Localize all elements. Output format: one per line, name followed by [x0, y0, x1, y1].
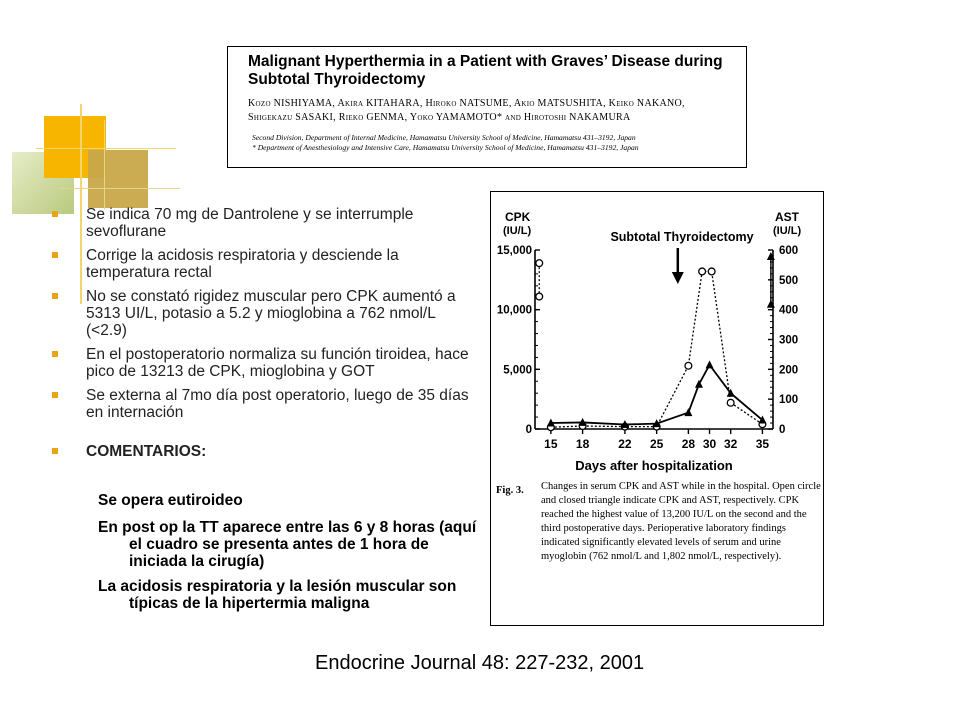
- annotation-arrow-head: [672, 272, 684, 284]
- comment-item: En post op la TT aparece entre las 6 y 8 horas (aquí el cuadro se presenta antes de 1 hora de iniciada la cirugía): [98, 519, 477, 570]
- y-right-tick-label: 200: [779, 364, 799, 377]
- y-axis-right-title: AST: [775, 210, 799, 224]
- bullet-text: En el postoperatorio normaliza su función tiroidea, hace pico de 13213 de CPK, mioglobina y GOT: [86, 346, 469, 380]
- article-affiliation: * Department of Anesthesiology and Intensive Care, Hamamatsu University School of Medicine, Hamamatsu 431–3192, Japan: [252, 143, 639, 152]
- y-left-tick-label: 10,000: [496, 304, 532, 317]
- cpk-ast-chart: [491, 192, 823, 477]
- y-left-tick-label: 15,000: [496, 245, 532, 257]
- bullet-marker: [52, 293, 58, 299]
- x-tick-label: 30: [702, 437, 717, 451]
- y-right-tick-label: 500: [779, 274, 799, 287]
- figure-caption-text: Changes in serum CPK and AST while in the hospital. Open circle and closed triangle indicate CPK and AST, respectively. CPK reached the highest value of 13,200 IU/L on the second and the third postoperative days. Perioperative laboratory findings indicated significantly elevated levels of serum and urine myoglobin (762 nmol/L and 1,802 nmol/L, respectively).: [541, 481, 821, 562]
- y-right-tick-label: 100: [779, 394, 799, 407]
- list-item: [48, 247, 480, 281]
- x-tick-label: 28: [681, 437, 696, 451]
- cpk-pre-point: [536, 293, 543, 300]
- citation-footer: Endocrine Journal 48: 227-232, 2001: [315, 652, 645, 674]
- y-left-tick-label: 5,000: [503, 364, 532, 377]
- decorative-line: [36, 148, 176, 149]
- bullet-marker: [52, 392, 58, 398]
- x-tick-label: 22: [618, 437, 632, 451]
- comment-item: Se opera eutiroideo: [98, 492, 243, 509]
- article-title: Malignant Hyperthermia in a Patient with Graves’ Disease during Subtotal Thyroidectomy: [248, 53, 723, 88]
- y-right-tick-label: 0: [779, 424, 786, 436]
- comment-item: La acidosis respiratoria y la lesión muscular son típicas de la hipertermia maligna: [98, 578, 457, 612]
- decorative-line: [60, 188, 180, 189]
- bullet-text: Se externa al 7mo día post operatorio, luego de 35 días en internación: [86, 387, 469, 421]
- y-left-tick-label: 0: [525, 424, 532, 436]
- decorative-line: [104, 120, 105, 210]
- comments-list: [98, 492, 488, 612]
- x-tick-label: 25: [649, 437, 664, 451]
- cpk-point: [699, 268, 706, 275]
- ast-point: [706, 360, 714, 368]
- x-tick-label: 18: [575, 437, 590, 451]
- cpk-point: [727, 399, 734, 406]
- figure-caption: [496, 477, 822, 564]
- figure-label: Fig. 3.: [496, 485, 524, 496]
- y-axis-left-title: CPK: [505, 210, 531, 224]
- article-header-box: [227, 46, 747, 168]
- bullet-list: [48, 206, 480, 467]
- bullet-text: No se constató rigidez muscular pero CPK aumentó a 5313 UI/L, potasio a 5.2 y mioglobina a 762 nmol/L (<2.9): [86, 288, 456, 339]
- bullet-marker: [52, 211, 58, 217]
- x-tick-label: 35: [755, 437, 770, 451]
- comments-heading-item: [48, 443, 480, 460]
- x-tick-label: 15: [544, 437, 558, 451]
- bullet-text: Corrige la acidosis respiratoria y desciende la temperatura rectal: [86, 247, 399, 281]
- cpk-point: [708, 268, 715, 275]
- y-right-tick-label: 600: [779, 245, 799, 257]
- cpk-point: [685, 362, 692, 369]
- annotation-label: Subtotal Thyroidectomy: [610, 230, 754, 244]
- list-item: [48, 206, 480, 240]
- bullet-text: Se indica 70 mg de Dantrolene y se interrumple sevoflurane: [86, 206, 414, 240]
- list-item: [48, 346, 480, 380]
- y-axis-right-unit: (IU/L): [773, 225, 802, 237]
- decorative-square-olive: [88, 150, 148, 208]
- bullet-marker: [52, 448, 58, 454]
- y-right-tick-label: 300: [779, 334, 799, 347]
- cpk-pre-point: [536, 260, 543, 267]
- list-item: [48, 387, 480, 421]
- article-authors: Kozo NISHIYAMA, Akira KITAHARA, Hiroko NATSUME, Akio MATSUSHITA, Keiko NAKANO, Shigekazu SASAKI, Rieko GENMA, Yoko YAMAMOTO* and Hirotoshi NAKAMURA: [248, 98, 685, 123]
- y-axis-left-unit: (IU/L): [503, 225, 532, 237]
- article-affiliation: Second Division, Department of Internal Medicine, Hamamatsu University School of Medicine, Hamamatsu 431–3192, Japan: [252, 133, 636, 142]
- bullet-marker: [52, 351, 58, 357]
- bullet-marker: [52, 252, 58, 258]
- x-tick-label: 32: [724, 437, 738, 451]
- x-axis-title: Days after hospitalization: [575, 458, 733, 473]
- comments-heading: COMENTARIOS:: [86, 443, 207, 460]
- list-item: [48, 288, 480, 339]
- y-right-tick-label: 400: [779, 304, 799, 317]
- ast-point: [684, 408, 692, 416]
